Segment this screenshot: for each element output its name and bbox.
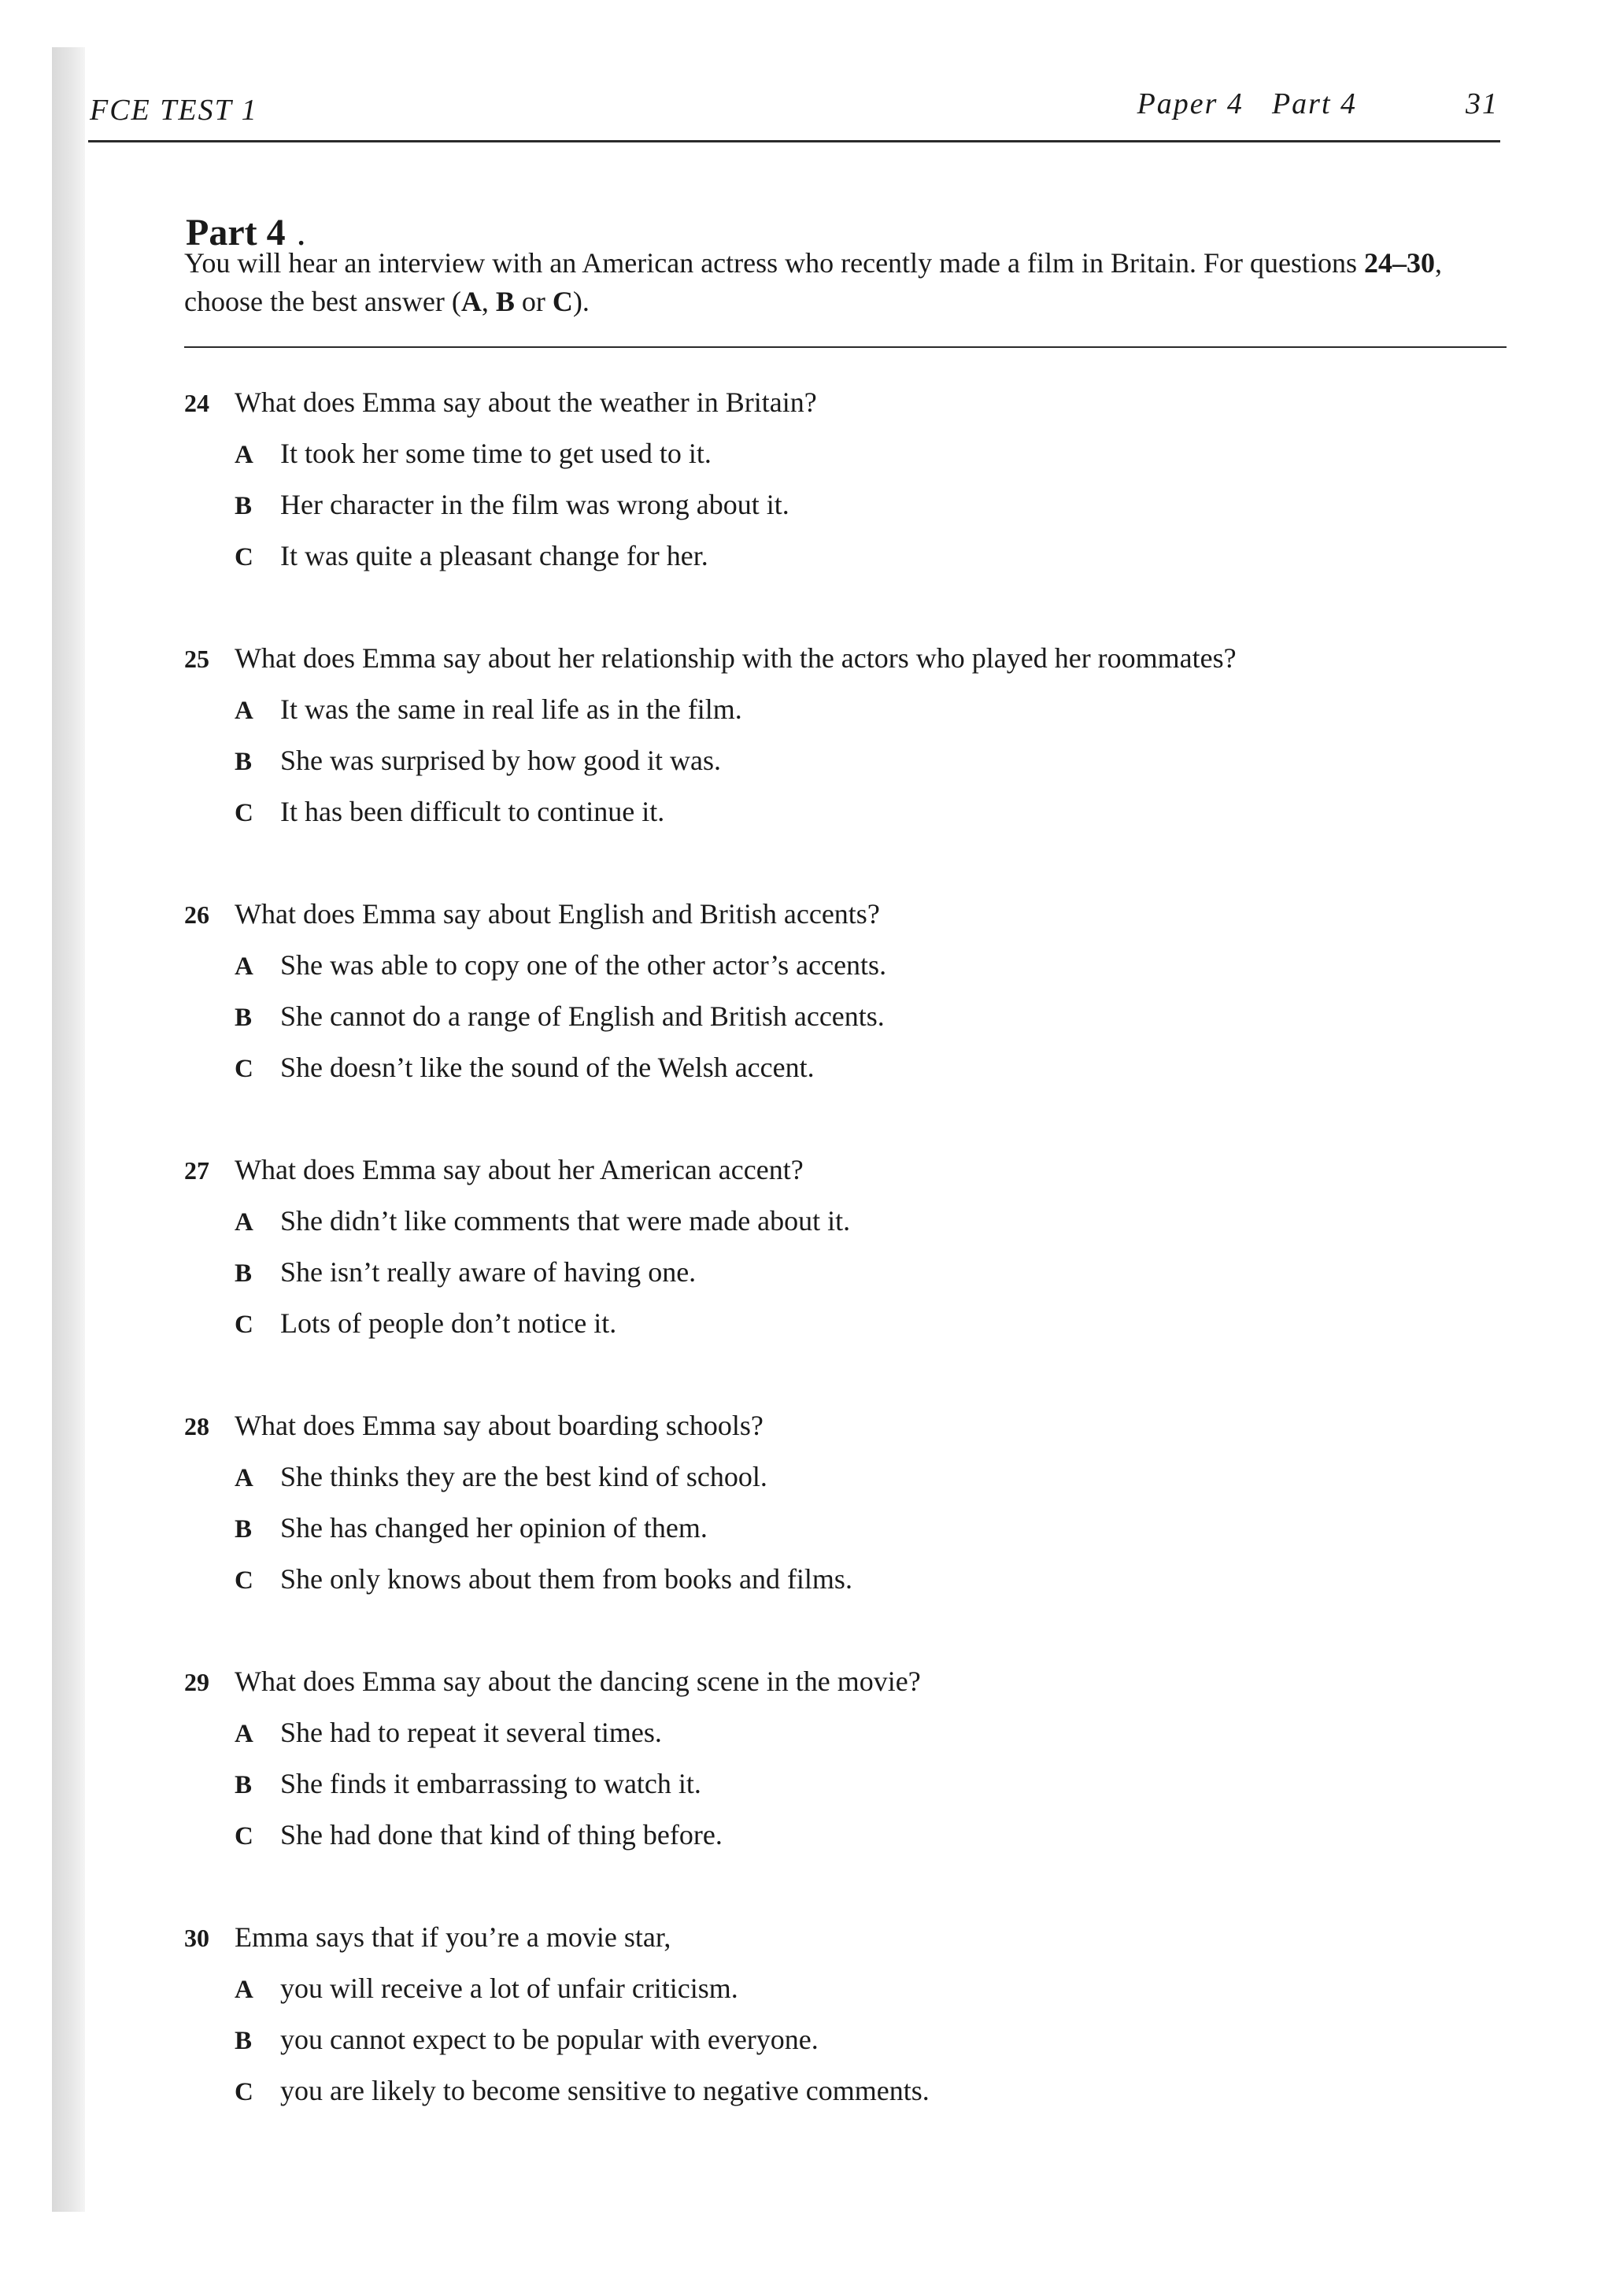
- instructions-rule: [184, 346, 1507, 348]
- option-letter: A: [235, 1208, 253, 1237]
- option-letter: B: [235, 2027, 253, 2055]
- option-b[interactable]: [184, 1764, 1522, 1815]
- question-27: [184, 1150, 1522, 1406]
- option-letter: A: [235, 952, 253, 981]
- option-text: She had to repeat it several times.: [280, 1717, 662, 1748]
- question-text: Emma says that if you’re a movie star,: [235, 1921, 671, 1953]
- instructions-option-a: A: [460, 286, 482, 317]
- option-letter: A: [235, 1720, 253, 1748]
- question-stem: [184, 1150, 1522, 1190]
- instructions-separator: ,: [481, 286, 496, 317]
- question-number: 30: [184, 1924, 209, 1952]
- option-text: Her character in the film was wrong about it.: [280, 489, 789, 520]
- part-label: Part 4: [1271, 87, 1357, 120]
- option-b[interactable]: [184, 485, 1522, 536]
- instructions-option-c: C: [552, 286, 573, 317]
- question-number: 28: [184, 1412, 209, 1440]
- option-letter: B: [235, 1515, 253, 1544]
- option-text: She finds it embarrassing to watch it.: [280, 1768, 701, 1799]
- option-text: It was quite a pleasant change for her.: [280, 540, 708, 571]
- question-number: 25: [184, 645, 209, 673]
- option-letter: C: [235, 1822, 253, 1850]
- question-28: [184, 1406, 1522, 1662]
- option-c[interactable]: [184, 1815, 1522, 1866]
- option-text: She only knows about them from books and films.: [280, 1563, 852, 1595]
- option-letter: C: [235, 2078, 253, 2106]
- question-stem: [184, 638, 1522, 678]
- option-c[interactable]: [184, 1559, 1522, 1610]
- option-a[interactable]: [184, 1201, 1522, 1252]
- option-text: She thinks they are the best kind of school.: [280, 1461, 767, 1492]
- option-b[interactable]: [184, 2020, 1522, 2071]
- option-b[interactable]: [184, 1508, 1522, 1559]
- question-24: [184, 383, 1522, 638]
- option-letter: C: [235, 1311, 253, 1339]
- question-text: What does Emma say about her relationship with the actors who played her roommates?: [235, 642, 1237, 674]
- option-list: [184, 1969, 1522, 2122]
- question-number: 24: [184, 389, 209, 417]
- running-head: [90, 87, 1499, 142]
- option-letter: A: [235, 1464, 253, 1492]
- question-stem: [184, 383, 1522, 423]
- option-letter: B: [235, 492, 253, 520]
- option-b[interactable]: [184, 741, 1522, 792]
- part-title-mark: .: [296, 212, 306, 254]
- option-text: She isn’t really aware of having one.: [280, 1256, 697, 1288]
- paper-label: Paper 4: [1137, 87, 1244, 120]
- option-letter: B: [235, 748, 253, 776]
- header-rule: [88, 140, 1500, 142]
- question-number: 26: [184, 900, 209, 929]
- option-list: [184, 945, 1522, 1099]
- option-b[interactable]: [184, 996, 1522, 1048]
- instructions-text: , choose the best answer (: [184, 247, 1442, 317]
- question-text: What does Emma say about the dancing scene in the movie?: [235, 1666, 921, 1697]
- option-a[interactable]: [184, 1969, 1522, 2020]
- option-a[interactable]: [184, 1457, 1522, 1508]
- question-stem: [184, 894, 1522, 934]
- question-range: 24–30: [1364, 247, 1435, 279]
- option-a[interactable]: [184, 945, 1522, 996]
- option-letter: C: [235, 543, 253, 571]
- option-c[interactable]: [184, 792, 1522, 843]
- option-c[interactable]: [184, 1303, 1522, 1355]
- option-text: She cannot do a range of English and British accents.: [280, 1000, 885, 1032]
- option-list: [184, 690, 1522, 843]
- question-number: 27: [184, 1156, 209, 1185]
- question-text: What does Emma say about the weather in Britain?: [235, 386, 817, 418]
- question-text: What does Emma say about English and British accents?: [235, 898, 880, 930]
- question-25: [184, 638, 1522, 894]
- question-29: [184, 1662, 1522, 1917]
- instructions-text: ).: [572, 286, 590, 317]
- option-letter: A: [235, 697, 253, 725]
- part-title-text: Part 4: [186, 212, 286, 254]
- option-a[interactable]: [184, 1713, 1522, 1764]
- question-30: [184, 1917, 1522, 2173]
- question-list: [184, 383, 1522, 2173]
- option-letter: C: [235, 1566, 253, 1595]
- option-a[interactable]: [184, 434, 1522, 485]
- option-c[interactable]: [184, 1048, 1522, 1099]
- option-list: [184, 434, 1522, 587]
- option-letter: B: [235, 1771, 253, 1799]
- question-text: What does Emma say about boarding schools?: [235, 1410, 763, 1441]
- question-text: What does Emma say about her American accent?: [235, 1154, 804, 1185]
- option-letter: C: [235, 799, 253, 827]
- instructions-option-b: B: [495, 286, 515, 317]
- option-letter: B: [235, 1259, 253, 1288]
- instructions: [184, 244, 1507, 321]
- option-text: She doesn’t like the sound of the Welsh accent.: [280, 1052, 815, 1083]
- option-text: She has changed her opinion of them.: [280, 1512, 708, 1544]
- section-label: [1137, 87, 1357, 121]
- question-26: [184, 894, 1522, 1150]
- test-title: FCE TEST 1: [90, 94, 258, 127]
- instructions-text: You will hear an interview with an American actress who recently made a film in Britain. For questions: [184, 247, 1364, 279]
- option-list: [184, 1201, 1522, 1355]
- option-text: you cannot expect to be popular with everyone.: [280, 2024, 819, 2055]
- question-stem: [184, 1406, 1522, 1446]
- option-text: Lots of people don’t notice it.: [280, 1307, 617, 1339]
- question-number: 29: [184, 1668, 209, 1696]
- question-stem: [184, 1662, 1522, 1702]
- option-text: She was able to copy one of the other actor’s accents.: [280, 949, 887, 981]
- option-text: you will receive a lot of unfair criticism.: [280, 1972, 738, 2004]
- option-b[interactable]: [184, 1252, 1522, 1303]
- option-list: [184, 1713, 1522, 1866]
- option-c[interactable]: [184, 536, 1522, 587]
- option-text: She had done that kind of thing before.: [280, 1819, 723, 1850]
- option-text: you are likely to become sensitive to negative comments.: [280, 2075, 930, 2106]
- option-text: It has been difficult to continue it.: [280, 796, 665, 827]
- option-text: She didn’t like comments that were made about it.: [280, 1205, 851, 1237]
- question-stem: [184, 1917, 1522, 1958]
- option-letter: B: [235, 1004, 253, 1032]
- option-text: She was surprised by how good it was.: [280, 745, 721, 776]
- option-letter: A: [235, 1976, 253, 2004]
- page-number: 31: [1466, 87, 1499, 120]
- option-letter: C: [235, 1055, 253, 1083]
- option-letter: A: [235, 441, 253, 469]
- option-c[interactable]: [184, 2071, 1522, 2122]
- scan-shadow-edge: [52, 47, 85, 2212]
- option-list: [184, 1457, 1522, 1610]
- option-text: It was the same in real life as in the film.: [280, 693, 742, 725]
- option-a[interactable]: [184, 690, 1522, 741]
- instructions-separator: or: [514, 286, 553, 317]
- option-text: It took her some time to get used to it.: [280, 438, 712, 469]
